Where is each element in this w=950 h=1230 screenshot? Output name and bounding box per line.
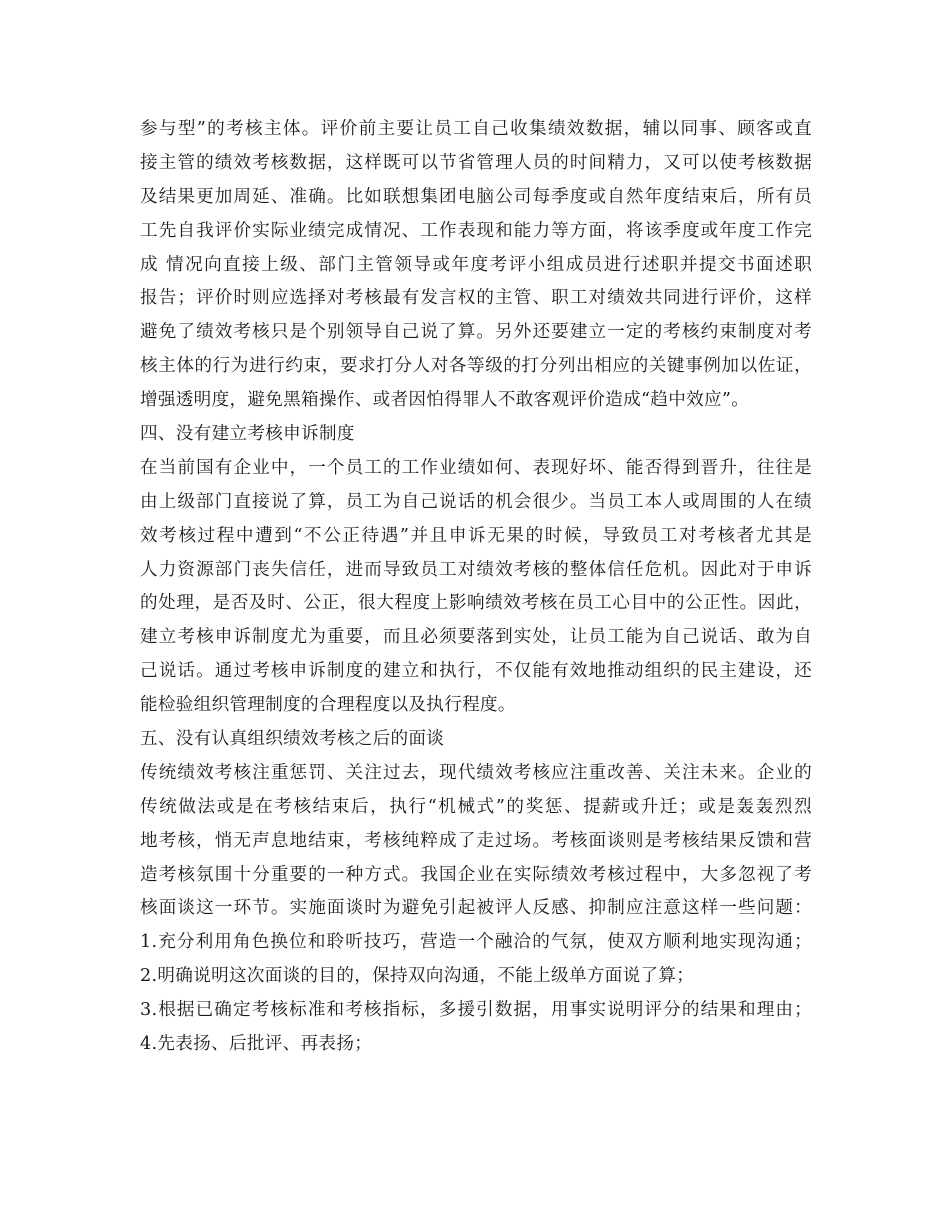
text-line: 传统做法或是在考核结束后，执行“机械式”的奖惩、提薪或升迁；或是轰轰烈烈: [140, 796, 812, 817]
text-line: 效考核过程中遭到“不公正待遇”并且申诉无果的时候，导致员工对考核者尤其是: [140, 525, 812, 546]
text-line: 四、没有建立考核申诉制度: [140, 424, 355, 445]
text-line: 五、没有认真组织绩效考核之后的面谈: [140, 729, 445, 750]
text-line: 1.充分利用角色换位和聆听技巧，营造一个融洽的气氛，使双方顺利地实现沟通；: [140, 932, 812, 953]
text-line: 传统绩效考核注重惩罚、关注过去，现代绩效考核应注重改善、关注未来。企业的: [140, 762, 812, 783]
text-line: 己说话。通过考核申诉制度的建立和执行，不仅能有效地推动组织的民主建设，还: [140, 661, 812, 682]
text-line: 工先自我评价实际业绩完成情况、工作表现和能力等方面，将该季度或年度工作完: [140, 220, 812, 241]
text-line: 及结果更加周延、准确。比如联想集团电脑公司每季度或自然年度结束后，所有员: [140, 186, 812, 207]
text-line: 接主管的绩效考核数据，这样既可以节省管理人员的时间精力，又可以使考核数据: [140, 152, 812, 173]
text-line: 的处理，是否及时、公正，很大程度上影响绩效考核在员工心目中的公正性。因此，: [140, 593, 812, 614]
text-line: 造考核氛围十分重要的一种方式。我国企业在实际绩效考核过程中，大多忽视了考: [140, 864, 812, 885]
text-line: 核主体的行为进行约束，要求打分人对各等级的打分列出相应的关键事例加以佐证，: [140, 356, 812, 377]
text-line: 地考核，悄无声息地结束，考核纯粹成了走过场。考核面谈则是考核结果反馈和营: [140, 830, 812, 851]
text-line: 成 情况向直接上级、部门主管领导或年度考评小组成员进行述职并提交书面述职: [140, 254, 812, 275]
text-line: 人力资源部门丧失信任，进而导致员工对绩效考核的整体信任危机。因此对于申诉: [140, 559, 812, 580]
text-line: 增强透明度，避免黑箱操作、或者因怕得罪人不敢客观评价造成“趋中效应”。: [140, 390, 750, 411]
text-line: 参与型”的考核主体。评价前主要让员工自己收集绩效数据，辅以同事、顾客或直: [140, 119, 812, 139]
text-line: 避免了绩效考核只是个别领导自己说了算。另外还要建立一定的考核约束制度对考: [140, 322, 812, 343]
text-line: 2.明确说明这次面谈的目的，保持双向沟通，不能上级单方面说了算；: [140, 966, 695, 987]
text-line: 报告；评价时则应选择对考核最有发言权的主管、职工对绩效共同进行评价，这样: [140, 288, 812, 309]
text-line: 能检验组织管理制度的合理程度以及执行程度。: [140, 695, 516, 716]
text-line: 4.先表扬、后批评、再表扬；: [140, 1034, 373, 1055]
text-line: 3.根据已确定考核标准和考核指标，多援引数据，用事实说明评分的结果和理由；: [140, 1000, 812, 1021]
text-line: 由上级部门直接说了算，员工为自己说话的机会很少。当员工本人或周围的人在绩: [140, 491, 812, 512]
text-line: 建立考核申诉制度尤为重要，而且必须要落到实处，让员工能为自己说话、敢为自: [140, 627, 812, 648]
text-line: 在当前国有企业中，一个员工的工作业绩如何、表现好坏、能否得到晋升，往往是: [140, 457, 812, 478]
text-line: 核面谈这一环节。实施面谈时为避免引起被评人反感、抑制应注意这样一些问题：: [140, 898, 812, 919]
document-body: [140, 113, 812, 1062]
